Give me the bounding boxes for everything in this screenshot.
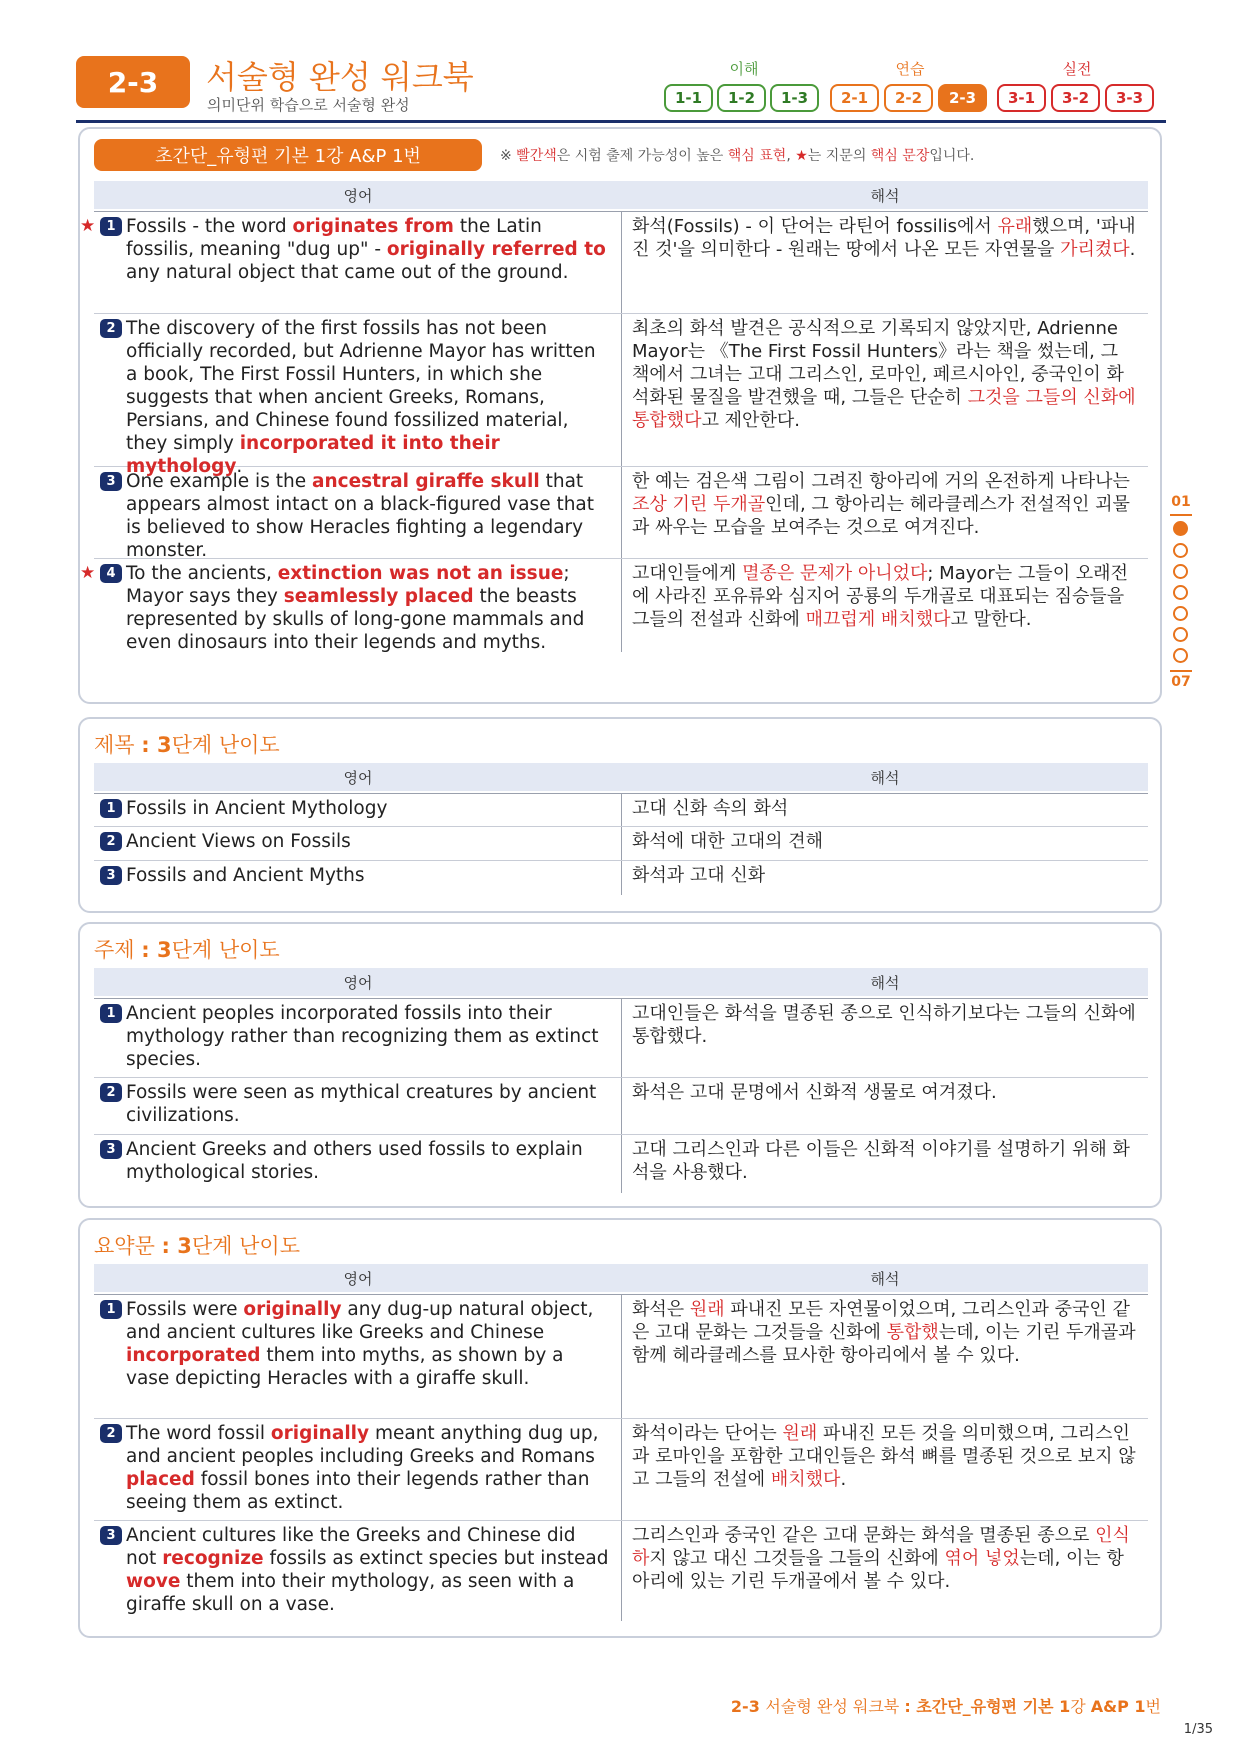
column-header-english: 영어 [343, 973, 373, 992]
key-expression: incorporated it into their mythology [126, 433, 500, 477]
progress-start-label: 01 [1171, 494, 1191, 510]
stage-button-1-3[interactable]: 1-3 [770, 84, 819, 112]
summary-row [94, 1521, 1148, 1621]
passage-english: 1 Fossils - the word originates from the Latin fossilis, meaning "dug up" - originally referred to any natural object that came out of the ground. [94, 212, 622, 313]
key-expression: originally referred to [386, 239, 606, 260]
title-english [94, 827, 622, 860]
key-expression: extinction was not an issue [277, 563, 564, 584]
topic-option-text: Ancient Greeks and others used fossils to explain mythological stories. [126, 1139, 583, 1183]
column-header-korean: 해석 [870, 973, 900, 992]
option-number: 2 [100, 1424, 122, 1443]
header-divider [76, 120, 1166, 123]
star-icon: ★ [80, 216, 96, 236]
title-korean: 고대 신화 속의 화석 [632, 798, 789, 819]
progress-dot[interactable] [1173, 543, 1188, 558]
sentence-number: 1 [100, 217, 122, 236]
stage-navigation [664, 58, 1164, 116]
passage-row [94, 467, 1148, 559]
key-expression: incorporated [126, 1345, 261, 1366]
topic-korean: 고대인들은 화석을 멸종된 종으로 인식하기보다는 그들의 신화에 통합했다. [632, 1003, 1136, 1047]
legend-notice [500, 145, 974, 165]
notice-text: 입니다. [929, 148, 975, 164]
key-expression: recognize [162, 1548, 264, 1569]
passage-korean: 고대인들에게 멸종은 문제가 아니었다; Mayor는 그들이 오래전에 사라진 포유류와 심지어 공룡의 두개골로 대표되는 짐승들을 그들의 전설과 신화에 매끄럽게 배치했다고 말한다. [632, 563, 1128, 630]
section-heading-title: 제목 : 3단계 난이도 [94, 733, 280, 757]
summary-korean: 그리스인과 중국인 같은 고대 문화는 화석을 멸종된 종으로 인식하지 않고 대신 그것들을 그들의 신화에 엮어 넣었는데, 이는 항아리에 있는 기린 두개골에서 볼 수 있다. [632, 1525, 1130, 1592]
lesson-title: 초간단_유형편 기본 1강 A&P 1번 [94, 139, 482, 171]
option-number: 2 [100, 832, 122, 851]
column-header-korean: 해석 [870, 1269, 900, 1288]
progress-dot[interactable] [1173, 627, 1188, 642]
stage-button-3-2[interactable]: 3-2 [1051, 84, 1100, 112]
column-header-english: 영어 [343, 768, 373, 787]
page-title: 서술형 완성 워크북 [206, 58, 474, 96]
title-english [94, 861, 622, 895]
summary-table-header [94, 1264, 1148, 1292]
section-heading-summary: 요약문 : 3단계 난이도 [94, 1234, 300, 1258]
passage-korean: 한 예는 검은색 그림이 그려진 항아리에 거의 온전하게 나타나는 조상 기린 두개골인데, 그 항아리는 헤라클레스가 전설적인 괴물과 싸우는 모습을 보여주는 것으로 여겨진다. [632, 471, 1130, 538]
option-number: 3 [100, 866, 122, 885]
notice-red-word: 빨간색 [516, 148, 557, 164]
page-subtitle: 의미단위 학습으로 서술형 완성 [207, 96, 410, 114]
passage-row [80, 559, 1148, 653]
passage-english: 4 To the ancients, extinction was not an issue; Mayor says they seamlessly placed the beasts represented by skulls of long-gone mammals and even dinosaurs into their legends and myths. [94, 559, 622, 652]
progress-end-label: 07 [1171, 674, 1191, 690]
stage-button-2-2[interactable]: 2-2 [884, 84, 933, 112]
star-icon: ★ [795, 148, 808, 164]
progress-indicator [1168, 494, 1194, 694]
title-korean: 화석에 대한 고대의 견해 [632, 831, 824, 852]
summary-korean: 화석은 원래 파내진 모든 자연물이었으며, 그리스인과 중국인 같은 고대 문화는 그것들을 신화에 통합했는데, 이는 기린 두개골과 함께 헤라클레스를 묘사한 항아리에서 볼 수 있다. [632, 1299, 1136, 1366]
stage-button-2-3[interactable]: 2-3 [938, 84, 987, 112]
key-expression: placed [126, 1469, 195, 1490]
stage-label-understand: 이해 [729, 60, 759, 78]
passage-korean: 화석(Fossils) - 이 단어는 라틴어 fossilis에서 유래했으며, '파내진 것'을 의미한다 - 원래는 땅에서 나온 모든 자연물을 가리켰다. [632, 216, 1136, 260]
notice-core-expression: 핵심 표현 [727, 148, 787, 164]
summary-korean: 화석이라는 단어는 원래 파내진 모든 것을 의미했으며, 그리스인과 로마인을 포함한 고대인들은 화석 뼈를 멸종된 것으로 보지 않고 그들의 전설에 배치했다. [632, 1423, 1136, 1490]
progress-bar-bottom [1170, 670, 1192, 672]
column-header-english: 영어 [343, 1269, 373, 1288]
passage-korean: 최초의 화석 발견은 공식적으로 기록되지 않았지만, Adrienne Mayor는 《The First Fossil Hunters》라는 책을 썼는데, 그 책에서 그녀는 고대 그리스인, 로마인, 페르시아인, 중국인이 화석화된 물질을 발견했을 때, 그들은 단순히 그것을 그들의 신화에 통합했다고 제안한다. [632, 318, 1136, 431]
passage-card [78, 127, 1162, 704]
topic-english [94, 1135, 622, 1193]
stage-button-1-1[interactable]: 1-1 [664, 84, 713, 112]
topic-english [94, 1078, 622, 1134]
progress-dot-current[interactable] [1173, 521, 1188, 536]
passage-table-header [94, 181, 1148, 209]
summary-row [94, 1419, 1148, 1521]
summary-row [94, 1294, 1148, 1419]
option-number: 3 [100, 1140, 122, 1159]
stage-button-3-3[interactable]: 3-3 [1105, 84, 1154, 112]
column-header-korean: 해석 [870, 768, 900, 787]
key-expression: originally [243, 1299, 342, 1320]
topic-option-text: Ancient peoples incorporated fossils into their mythology rather than recognizing them as extinct species. [126, 1003, 599, 1070]
topic-row [94, 1078, 1148, 1135]
title-korean: 화석과 고대 신화 [632, 865, 766, 886]
key-expression: ancestral giraffe skull [311, 471, 540, 492]
progress-dot[interactable] [1173, 585, 1188, 600]
stage-button-1-2[interactable]: 1-2 [717, 84, 766, 112]
notice-text: 는 지문의 [807, 148, 871, 164]
title-english [94, 794, 622, 826]
column-header-english: 영어 [343, 186, 373, 205]
passage-row [94, 314, 1148, 477]
page-number: 1/35 [1183, 1722, 1213, 1737]
option-number: 1 [100, 799, 122, 818]
topic-korean: 고대 그리스인과 다른 이들은 신화적 이야기를 설명하기 위해 화석을 사용했다. [632, 1139, 1130, 1183]
progress-dot[interactable] [1173, 648, 1188, 663]
passage-english: 2 The discovery of the first fossils has not been officially recorded, but Adrienne Mayor has written a book, The First Fossil Hunters, in which she suggests that when ancient Greeks, Romans, Persians, and Chinese found fossilized material, they simply incorporated it into their mythology. [94, 314, 622, 466]
key-expression: originates from [292, 216, 454, 237]
notice-core-sentence: 핵심 문장 [870, 148, 930, 164]
notice-prefix: ※ [500, 148, 517, 164]
key-expression: wove [126, 1571, 181, 1592]
topic-option-text: Fossils were seen as mythical creatures by ancient civilizations. [126, 1082, 597, 1126]
option-number: 1 [100, 1300, 122, 1319]
summary-english: 2 The word fossil originally meant anything dug up, and ancient peoples including Greeks and Romans placed fossil bones into their legends rather than seeing them as extinct. [94, 1419, 622, 1520]
title-option-text: Fossils and Ancient Myths [126, 865, 365, 886]
passage-english: 3 One example is the ancestral giraffe skull that appears almost intact on a black-figured vase that is believed to show Heracles fighting a legendary monster. [94, 467, 622, 558]
stage-label-practice: 연습 [895, 60, 925, 78]
sentence-number: 4 [100, 564, 122, 583]
title-row [94, 793, 1148, 827]
option-number: 3 [100, 1526, 122, 1545]
topic-row [94, 998, 1148, 1078]
summary-card [78, 1218, 1162, 1638]
option-number: 1 [100, 1004, 122, 1023]
progress-dot[interactable] [1173, 564, 1188, 579]
key-expression: seamlessly placed [283, 586, 474, 607]
section-heading-topic: 주제 : 3단계 난이도 [94, 938, 280, 962]
stage-button-3-1[interactable]: 3-1 [997, 84, 1046, 112]
footer-title: 2-3 서술형 완성 워크북 : 초간단_유형편 기본 1강 A&P 1번 [730, 1697, 1161, 1716]
progress-bar-top [1170, 514, 1192, 516]
key-expression: originally [270, 1423, 370, 1444]
title-table-header [94, 763, 1148, 791]
sentence-number: 2 [100, 319, 122, 338]
column-header-korean: 해석 [870, 186, 900, 205]
stage-label-real: 실전 [1062, 60, 1092, 78]
topic-card [78, 922, 1162, 1208]
title-option-text: Fossils in Ancient Mythology [126, 798, 388, 819]
progress-dot[interactable] [1173, 606, 1188, 621]
title-option-text: Ancient Views on Fossils [126, 831, 351, 852]
title-row [94, 827, 1148, 861]
notice-text: , [786, 148, 796, 164]
option-number: 2 [100, 1083, 122, 1102]
topic-row [94, 1135, 1148, 1193]
title-row [94, 861, 1148, 895]
title-card [78, 717, 1162, 913]
topic-table-header [94, 968, 1148, 996]
sentence-number: 3 [100, 472, 122, 491]
passage-row [80, 211, 1148, 314]
summary-english: 1 Fossils were originally any dug-up natural object, and ancient cultures like Greeks and Chinese incorporated them into myths, as shown by a vase depicting Heracles with a giraffe skull. [94, 1295, 622, 1418]
stage-button-2-1[interactable]: 2-1 [830, 84, 879, 112]
summary-english: 3 Ancient cultures like the Greeks and Chinese did not recognize fossils as extinct species but instead wove them into their mythology, as seen with a giraffe skull on a vase. [94, 1521, 622, 1621]
topic-english [94, 999, 622, 1077]
topic-korean: 화석은 고대 문명에서 신화적 생물로 여겨졌다. [632, 1082, 997, 1103]
section-badge: 2-3 [76, 56, 190, 108]
star-icon: ★ [80, 563, 96, 583]
notice-text: 은 시험 출제 가능성이 높은 [556, 148, 728, 164]
